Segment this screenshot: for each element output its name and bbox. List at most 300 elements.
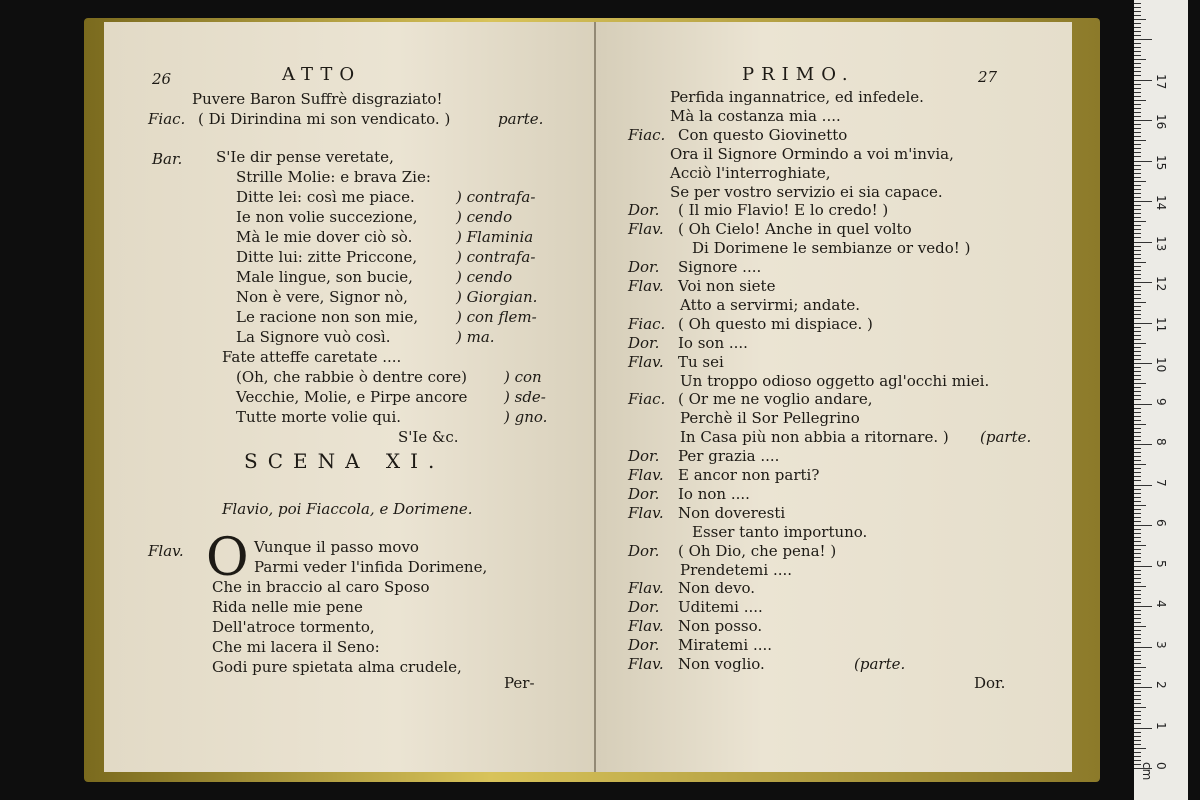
text-line: Non doveresti — [678, 503, 786, 522]
ruler-tick — [1134, 744, 1141, 745]
ruler-label: 0 cm — [1140, 762, 1168, 781]
ruler-tick — [1134, 642, 1141, 643]
ruler-tick — [1134, 242, 1152, 243]
ruler-tick — [1134, 480, 1141, 481]
text-line: Atto a servirmi; andate. — [680, 295, 860, 314]
text-line: ( Oh Cielo! Anche in quel volto — [678, 220, 912, 239]
speaker-label: Dor. — [628, 598, 660, 617]
ruler-tick — [1134, 460, 1141, 461]
ruler-tick — [1134, 193, 1141, 194]
ruler-tick — [1134, 302, 1146, 303]
ruler-tick — [1134, 318, 1141, 319]
ruler-label: 12 — [1154, 276, 1168, 292]
text-line: Non posso. — [678, 617, 763, 636]
text-line: In Casa più non abbia a ritornare. ) — [680, 428, 949, 447]
ruler-tick — [1134, 671, 1141, 672]
ruler-tick — [1134, 229, 1141, 230]
scene-cast: Flavio, poi Fiaccola, e Dorimene. — [222, 500, 473, 518]
ruler-tick — [1134, 286, 1141, 287]
ruler-tick — [1134, 614, 1141, 615]
ruler-tick — [1134, 221, 1146, 222]
speaker-label: Flav. — [628, 220, 664, 239]
ruler-tick — [1134, 213, 1141, 214]
ruler-tick — [1134, 699, 1141, 700]
ruler-tick — [1134, 371, 1141, 372]
ruler-tick — [1134, 27, 1141, 28]
ruler-tick — [1134, 703, 1141, 704]
text-line: Ora il Signore Ormindo a voi m'invia, — [670, 144, 954, 163]
ruler-tick — [1134, 533, 1141, 534]
ruler-tick — [1134, 11, 1141, 12]
ruler-tick — [1134, 225, 1141, 226]
text-line: Tu sei — [678, 352, 724, 371]
ruler-tick — [1134, 760, 1141, 761]
ruler-tick — [1134, 404, 1152, 405]
speaker-label: Flav. — [628, 503, 664, 522]
ruler-tick — [1134, 233, 1141, 234]
ruler-label: 2 — [1154, 681, 1168, 689]
text-line: E ancor non parti? — [678, 466, 820, 484]
ruler-tick — [1134, 618, 1141, 619]
ruler-tick — [1134, 355, 1141, 356]
ruler-tick — [1134, 84, 1141, 85]
ruler-tick — [1134, 100, 1146, 101]
ruler-tick — [1134, 736, 1141, 737]
ruler-tick — [1134, 719, 1141, 720]
ruler-tick — [1134, 165, 1141, 166]
text-line: Non è vere, Signor nò, — [236, 288, 408, 306]
ruler-label: 9 — [1154, 397, 1168, 406]
ruler-tick — [1134, 756, 1141, 757]
ruler-tick — [1134, 51, 1141, 52]
ruler-tick — [1134, 651, 1141, 652]
text-line: Vecchie, Molie, e Pirpe ancore — [236, 388, 468, 406]
stage-direction: ) cendo — [456, 268, 513, 286]
ruler-tick — [1134, 395, 1141, 396]
ruler-tick — [1134, 399, 1141, 400]
ruler-tick — [1134, 578, 1141, 579]
ruler-tick — [1134, 270, 1141, 271]
ruler-tick — [1134, 23, 1141, 24]
speaker-label: Dor. — [628, 258, 660, 277]
ruler-tick — [1134, 610, 1141, 611]
ruler-tick — [1134, 517, 1141, 518]
ruler-tick — [1134, 314, 1141, 315]
ruler-label: 14 — [1154, 195, 1168, 211]
ruler-tick — [1134, 43, 1141, 44]
ruler-tick — [1134, 148, 1141, 149]
ruler-tick — [1134, 509, 1141, 510]
ruler-tick — [1134, 177, 1141, 178]
ruler-tick — [1134, 375, 1141, 376]
ruler-tick — [1134, 424, 1146, 425]
speaker-label: Flav. — [628, 277, 664, 295]
speaker-label: Bar. — [152, 150, 183, 168]
text-line: Non devo. — [678, 579, 756, 598]
text-line: Perchè il Sor Pellegrino — [680, 409, 860, 428]
ruler-tick — [1134, 205, 1141, 206]
ruler-tick — [1134, 752, 1141, 753]
ruler-tick — [1134, 108, 1141, 109]
ruler-tick — [1134, 246, 1141, 247]
ruler-tick — [1134, 679, 1141, 680]
speaker-label: Flav. — [628, 352, 664, 371]
speaker-label: Dor. — [628, 541, 660, 560]
speaker-label: Fiac. — [628, 314, 666, 333]
ruler-tick — [1134, 323, 1152, 324]
ruler-tick — [1134, 489, 1141, 490]
ruler-tick — [1134, 169, 1141, 170]
aria-line: Godi pure spietata alma crudele, — [212, 658, 462, 676]
stage-direction: ) ma. — [456, 328, 495, 346]
ruler-tick — [1134, 331, 1141, 332]
ruler-tick — [1134, 63, 1141, 64]
ruler-tick — [1134, 521, 1141, 522]
text-line: Male lingue, son bucie, — [236, 268, 413, 286]
speaker-label: Flav. — [628, 466, 664, 484]
ruler-tick — [1134, 711, 1141, 712]
ruler-tick — [1134, 561, 1141, 562]
text-line: Se per vostro servizio ei sia capace. — [670, 182, 943, 201]
ruler-tick — [1134, 545, 1146, 546]
text-line: Esser tanto importuno. — [692, 522, 868, 541]
ruler-tick — [1134, 606, 1152, 607]
ruler-tick — [1134, 566, 1152, 567]
ruler-tick — [1134, 525, 1152, 526]
stage-direction: ) Giorgian. — [456, 288, 538, 306]
ruler-tick — [1134, 553, 1141, 554]
text-line: ( Oh Dio, che pena! ) — [678, 541, 837, 560]
ruler-tick — [1134, 201, 1152, 202]
ruler-tick — [1134, 582, 1141, 583]
text-line: Perfida ingannatrice, ed infedele. — [670, 88, 924, 106]
text-line: ( Di Dirindina mi son vendicato. ) — [198, 110, 451, 128]
text-line: Di Dorimene le sembianze or vedo! ) — [692, 239, 971, 258]
running-head: ATTO — [282, 64, 362, 85]
ruler-tick — [1134, 602, 1141, 603]
text-line: Fate atteffe caretate .... — [222, 348, 402, 366]
ruler-label: 7 — [1154, 478, 1168, 487]
ruler-tick — [1134, 574, 1141, 575]
ruler-tick — [1134, 541, 1141, 542]
ruler-tick — [1134, 351, 1141, 352]
ruler-label: 6 — [1154, 519, 1168, 527]
ruler-label: 8 — [1154, 438, 1168, 446]
catchword: Per- — [504, 674, 535, 692]
ruler-tick — [1134, 476, 1141, 477]
ruler-tick — [1134, 549, 1141, 550]
ruler-tick — [1134, 31, 1141, 32]
ruler-tick — [1134, 448, 1141, 449]
ruler-tick — [1134, 294, 1141, 295]
ruler-tick — [1134, 96, 1141, 97]
ruler-tick — [1134, 120, 1152, 121]
text-line: Le racione non son mie, — [236, 308, 419, 326]
ruler-tick — [1134, 391, 1141, 392]
text-line: Tutte morte volie qui. — [236, 408, 402, 426]
speaker-label: Dor. — [628, 201, 660, 220]
speaker-label: Dor. — [628, 484, 660, 503]
ruler-label: 3 — [1154, 640, 1168, 649]
text-line: Ie non volie succezione, — [236, 208, 418, 226]
text-line: Non voglio. — [678, 655, 765, 673]
ruler-tick — [1134, 298, 1141, 299]
ruler-tick — [1134, 485, 1152, 486]
running-head: PRIMO. — [742, 64, 855, 85]
text-line: S'Ie &c. — [398, 428, 459, 446]
ruler-tick — [1134, 598, 1141, 599]
ruler-tick — [1134, 723, 1141, 724]
aria-line: Dell'atroce tormento, — [212, 618, 375, 636]
stage-direction: (parte. — [980, 428, 1032, 447]
ruler-tick — [1134, 347, 1141, 348]
text-line: S'Ie dir pense veretate, — [216, 148, 394, 166]
page-number: 27 — [978, 68, 998, 86]
text-line: Prendetemi .... — [680, 560, 793, 579]
stage-direction: ) gno. — [504, 408, 548, 426]
ruler-tick — [1134, 144, 1141, 145]
ruler-label: 1 — [1154, 721, 1168, 730]
ruler-tick — [1134, 695, 1141, 696]
stage-direction: ) contrafa- — [456, 188, 536, 206]
right-page — [596, 22, 1072, 772]
ruler-tick — [1134, 444, 1152, 445]
speaker-label: Dor. — [628, 447, 660, 466]
ruler-tick — [1134, 266, 1141, 267]
ruler-tick — [1134, 379, 1141, 380]
text-line: Per grazia .... — [678, 447, 780, 466]
text-line: Voi non siete — [678, 277, 776, 295]
ruler-tick — [1134, 306, 1141, 307]
ruler-tick — [1134, 655, 1141, 656]
ruler-tick — [1134, 707, 1146, 708]
ruler-tick — [1134, 468, 1141, 469]
ruler-tick — [1134, 472, 1141, 473]
ruler-tick — [1134, 501, 1141, 502]
ruler-tick — [1134, 634, 1141, 635]
ruler-tick — [1134, 189, 1141, 190]
ruler-tick — [1134, 408, 1141, 409]
ruler-tick — [1134, 367, 1141, 368]
ruler-tick — [1134, 687, 1152, 688]
ruler-tick — [1134, 92, 1141, 93]
text-line: ( Or me ne voglio andare, — [678, 390, 873, 409]
scene-heading: SCENA XI. — [244, 449, 445, 473]
speaker-label: Flav. — [148, 542, 184, 560]
ruler-tick — [1134, 594, 1141, 595]
ruler-tick — [1134, 626, 1146, 627]
text-line: ( Oh questo mi dispiace. ) — [678, 314, 873, 333]
ruler-tick — [1134, 647, 1152, 648]
ruler-tick — [1134, 359, 1141, 360]
ruler-tick — [1134, 505, 1146, 506]
ruler-tick — [1134, 748, 1146, 749]
ruler-tick — [1134, 128, 1141, 129]
ruler-tick — [1134, 339, 1141, 340]
ruler-tick — [1134, 35, 1141, 36]
speaker-label: Fiac. — [628, 390, 666, 409]
ruler-tick — [1134, 258, 1141, 259]
text-line: ( Il mio Flavio! E lo credo! ) — [678, 201, 889, 220]
ruler-tick — [1134, 590, 1141, 591]
ruler-tick — [1134, 436, 1141, 437]
ruler-tick — [1134, 132, 1141, 133]
ruler-tick — [1134, 428, 1141, 429]
ruler-tick — [1134, 529, 1141, 530]
ruler-tick — [1134, 513, 1141, 514]
text-line: Un troppo odioso oggetto agl'occhi miei. — [680, 371, 990, 390]
ruler-tick — [1134, 39, 1152, 40]
speaker-label: Fiac. — [628, 125, 666, 144]
ruler-tick — [1134, 197, 1141, 198]
ruler-tick — [1134, 683, 1141, 684]
ruler-tick — [1134, 156, 1141, 157]
text-line: La Signore vuò così. — [236, 328, 391, 346]
ruler-tick — [1134, 659, 1141, 660]
text-line: Signore .... — [678, 258, 762, 277]
aria-line: Che in braccio al caro Sposo — [212, 578, 430, 596]
ruler-tick — [1134, 290, 1141, 291]
speaker-label: Flav. — [628, 655, 664, 673]
ruler-tick — [1134, 185, 1141, 186]
ruler-tick — [1134, 675, 1141, 676]
text-line: Puvere Baron Suffrè disgraziato! — [192, 90, 443, 108]
text-line: (Oh, che rabbie ò dentre core) — [236, 368, 467, 386]
ruler-tick — [1134, 75, 1141, 76]
ruler-tick — [1134, 663, 1141, 664]
ruler-tick — [1134, 732, 1141, 733]
speaker-label: Dor. — [628, 333, 660, 352]
ruler-tick — [1134, 638, 1141, 639]
ruler-tick — [1134, 327, 1141, 328]
text-line: Mà la costanza mia .... — [670, 106, 841, 125]
text-line: Io non .... — [678, 484, 750, 503]
ruler-tick — [1134, 412, 1141, 413]
ruler-tick — [1134, 254, 1141, 255]
ruler-tick — [1134, 537, 1141, 538]
ruler-tick — [1134, 47, 1141, 48]
ruler-tick — [1134, 452, 1141, 453]
ruler-tick — [1134, 209, 1141, 210]
stage-direction: ) contrafa- — [456, 248, 536, 266]
ruler-tick — [1134, 88, 1141, 89]
ruler-tick — [1134, 7, 1141, 8]
measuring-ruler — [1134, 0, 1188, 800]
ruler-tick — [1134, 250, 1141, 251]
ruler-tick — [1134, 173, 1141, 174]
stage-direction: ) con — [504, 368, 542, 386]
ruler-tick — [1134, 274, 1141, 275]
ruler-tick — [1134, 586, 1146, 587]
ruler-label: 10 — [1154, 357, 1168, 373]
stage-direction: ) con flem- — [456, 308, 537, 326]
text-line: Miratemi .... — [678, 636, 773, 655]
ruler-tick — [1134, 278, 1141, 279]
stage-direction: ) sde- — [504, 388, 546, 406]
ruler-tick — [1134, 152, 1141, 153]
ruler-tick — [1134, 557, 1141, 558]
stage-direction: parte. — [498, 110, 544, 128]
ruler-label: 5 — [1154, 559, 1168, 568]
ruler-tick — [1134, 237, 1141, 238]
ruler-tick — [1134, 217, 1141, 218]
ruler-tick — [1134, 497, 1141, 498]
aria-line: Vunque il passo movo — [254, 538, 419, 556]
ruler-tick — [1134, 67, 1141, 68]
ruler-tick — [1134, 493, 1141, 494]
ruler-tick — [1134, 383, 1146, 384]
ruler-tick — [1134, 124, 1141, 125]
text-line: Ditte lui: zitte Priccone, — [236, 248, 418, 266]
ruler-tick — [1134, 116, 1141, 117]
ruler-tick — [1134, 140, 1146, 141]
speaker-label: Flav. — [628, 617, 664, 636]
ruler-tick — [1134, 420, 1141, 421]
speaker-label: Flav. — [628, 579, 664, 598]
text-line: Uditemi .... — [678, 598, 763, 617]
ruler-tick — [1134, 112, 1141, 113]
ruler-label: 16 — [1154, 114, 1168, 130]
ruler-tick — [1134, 416, 1141, 417]
ruler-tick — [1134, 630, 1141, 631]
ruler-tick — [1134, 282, 1152, 283]
ruler-tick — [1134, 55, 1141, 56]
speaker-label: Fiac. — [148, 110, 186, 128]
ruler-tick — [1134, 161, 1152, 162]
text-line: Strille Molie: e brava Zie: — [236, 168, 431, 186]
ruler-tick — [1134, 667, 1146, 668]
ruler-tick — [1134, 570, 1141, 571]
text-line: Ditte lei: così me piace. — [236, 188, 415, 206]
ruler-tick — [1134, 440, 1141, 441]
ruler-label: 15 — [1154, 154, 1168, 170]
ruler-tick — [1134, 19, 1146, 20]
ruler-tick — [1134, 181, 1146, 182]
ruler-tick — [1134, 262, 1146, 263]
stage-direction: ) cendo — [456, 208, 513, 226]
ruler-tick — [1134, 310, 1141, 311]
ruler-label: 4 — [1154, 600, 1168, 608]
text-line: Con questo Giovinetto — [678, 125, 848, 144]
ruler-tick — [1134, 715, 1141, 716]
ruler-tick — [1134, 71, 1141, 72]
ruler-label: 13 — [1154, 235, 1168, 251]
text-line: Acciò l'interroghiate, — [670, 163, 831, 182]
ruler-tick — [1134, 104, 1141, 105]
ruler-label: 17 — [1154, 73, 1168, 89]
left-page — [104, 22, 594, 772]
ruler-tick — [1134, 432, 1141, 433]
catchword: Dor. — [974, 674, 1006, 692]
ruler-tick — [1134, 464, 1146, 465]
ruler-tick — [1134, 456, 1141, 457]
drop-cap: O — [206, 528, 249, 588]
ruler-tick — [1134, 363, 1152, 364]
ruler-tick — [1134, 343, 1146, 344]
ruler-tick — [1134, 136, 1141, 137]
aria-line: Che mi lacera il Seno: — [212, 638, 380, 656]
ruler-tick — [1134, 15, 1141, 16]
ruler-tick — [1134, 80, 1152, 81]
stage-direction: (parte. — [854, 655, 906, 673]
ruler-tick — [1134, 3, 1141, 4]
ruler-label: 11 — [1154, 316, 1168, 332]
ruler-tick — [1134, 335, 1141, 336]
aria-line: Rida nelle mie pene — [212, 598, 363, 616]
ruler-tick — [1134, 59, 1146, 60]
ruler-tick — [1134, 691, 1141, 692]
page-number: 26 — [152, 70, 172, 88]
